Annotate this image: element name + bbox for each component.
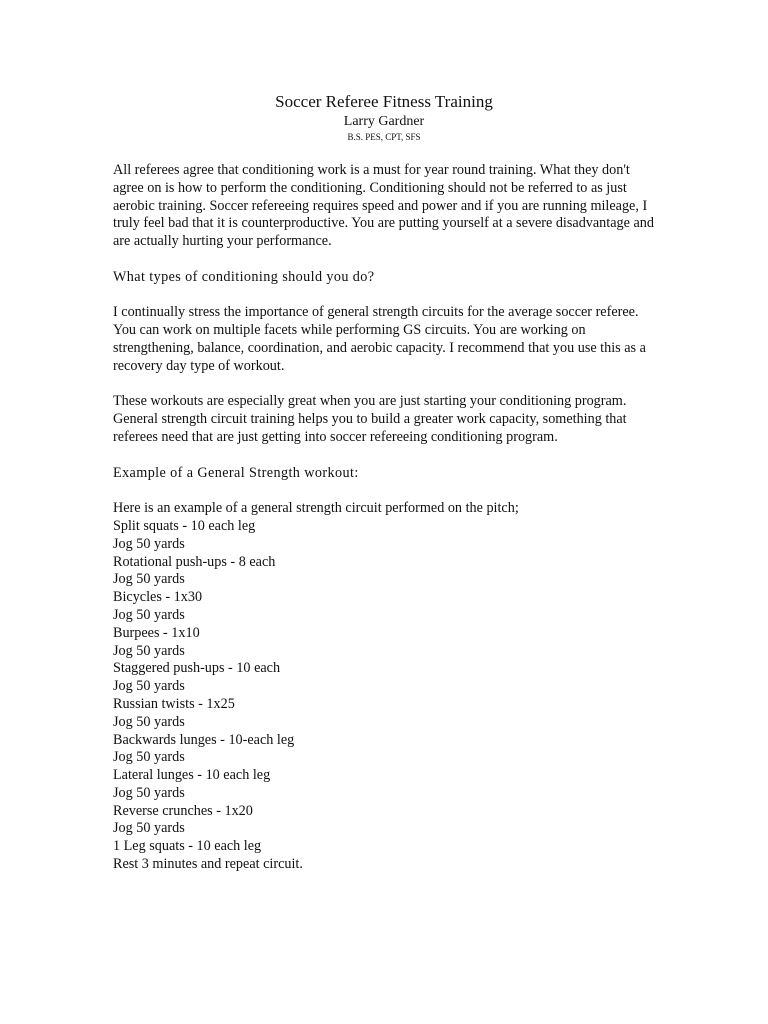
circuit-item: Jog 50 yards xyxy=(113,749,185,766)
document-title: Soccer Referee Fitness Training xyxy=(275,92,493,111)
general-strength-paragraph: I continually stress the importance of general strength circuits for the average soccer referee. You can work on multiple facets while performing GS circuits. You are working on strengthening, balance, coordination, and aerobic capacity. I recommend that you use this as a recovery day type of workout. xyxy=(113,304,646,374)
circuit-item: Rotational push-ups - 8 each xyxy=(113,553,276,570)
circuit-item: Reverse crunches - 1x20 xyxy=(113,802,253,819)
author-credentials: B.S. PES, CPT, SFS xyxy=(347,132,421,142)
circuit-section xyxy=(113,500,658,874)
author-name: Larry Gardner xyxy=(343,114,425,129)
circuit-list xyxy=(113,518,658,874)
circuit-item: Russian twists - 1x25 xyxy=(113,695,235,712)
circuit-item: Burpees - 1x10 xyxy=(113,624,200,641)
circuit-item: Jog 50 yards xyxy=(113,713,185,730)
intro-paragraph: All referees agree that conditioning work is a must for year round training. What they don't agree on is how to perform the conditioning. Conditioning should not be referred to as just aerobic training. Soccer refereeing requires speed and power and if you are running mileage, I truly feel bad that it is counterproductive. You are putting yourself at a severe disadvantage and are actually hurting your performance. xyxy=(113,162,654,250)
circuit-item: Rest 3 minutes and repeat circuit. xyxy=(113,856,303,873)
circuit-item: Jog 50 yards xyxy=(113,784,185,801)
circuit-item: 1 Leg squats - 10 each leg xyxy=(113,838,262,855)
circuit-item: Backwards lunges - 10-each leg xyxy=(113,731,295,748)
circuit-item: Split squats - 10 each leg xyxy=(113,517,256,534)
document-body xyxy=(113,162,658,874)
circuit-item: Jog 50 yards xyxy=(113,820,185,837)
circuit-item: Jog 50 yards xyxy=(113,606,185,623)
circuit-item: Bicycles - 1x30 xyxy=(113,589,203,606)
circuit-intro: Here is an example of a general strength circuit performed on the pitch; xyxy=(113,500,519,517)
workout-benefits-paragraph: These workouts are especially great when you are just starting your conditioning program. General strength circuit training helps you to build a greater work capacity, something that referees need that are just getting into soccer refereeing conditioning program. xyxy=(113,393,627,445)
circuit-item: Jog 50 yards xyxy=(113,535,185,552)
section-heading-workout-example: Example of a General Strength workout: xyxy=(113,464,359,481)
circuit-item: Lateral lunges - 10 each leg xyxy=(113,767,271,784)
section-heading-conditioning-types: What types of conditioning should you do? xyxy=(113,268,375,285)
circuit-item: Jog 50 yards xyxy=(113,678,185,695)
circuit-item: Staggered push-ups - 10 each xyxy=(113,660,281,677)
circuit-item: Jog 50 yards xyxy=(113,571,185,588)
circuit-item: Jog 50 yards xyxy=(113,642,185,659)
